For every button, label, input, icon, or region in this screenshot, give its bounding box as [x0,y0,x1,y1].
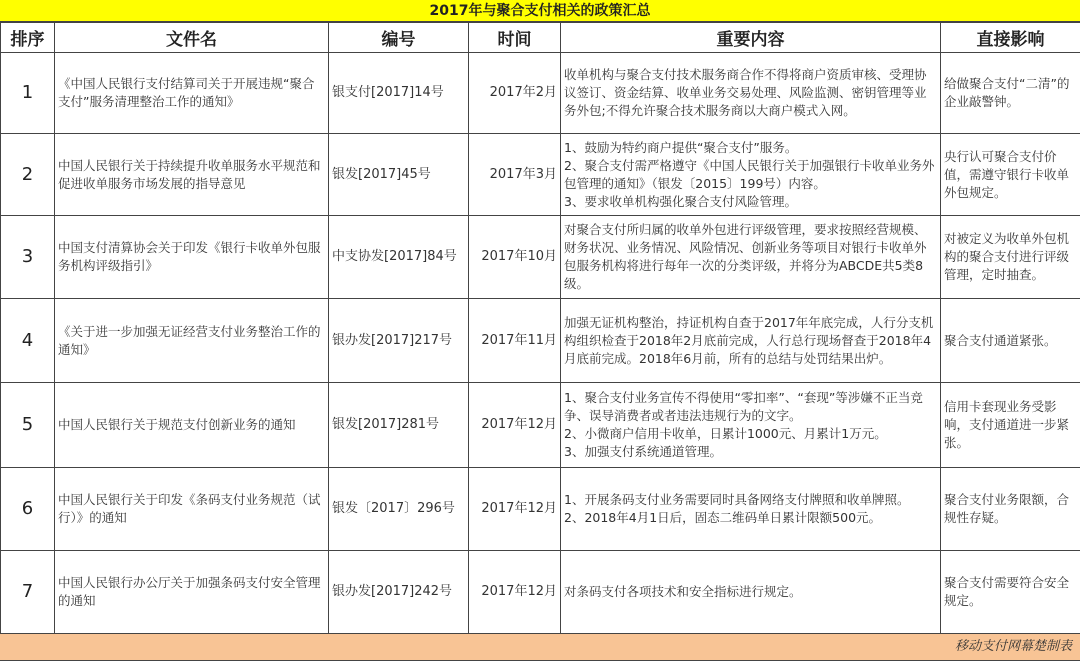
header-code: 编号 [329,23,469,53]
content-line: 2、聚合支付需严格遵守《中国人民银行关于加强银行卡收单业务外包管理的通知》（银发〔2015〕199号）内容。 [564,157,935,191]
document-code: 银发[2017]281号 [329,383,469,468]
document-date: 2017年2月 [469,53,561,134]
direct-impact: 聚合支付通道紧张。 [941,299,1080,383]
document-code: 银支付[2017]14号 [329,53,469,134]
table-row [1,383,1080,468]
document-date: 2017年12月 [469,468,561,551]
direct-impact: 央行认可聚合支付价值，需遵守银行卡收单外包规定。 [941,134,1080,216]
table-footer-credit: 移动支付网幕楚制表 [0,633,1080,661]
document-date: 2017年12月 [469,551,561,634]
document-name: 《关于进一步加强无证经营支付业务整治工作的通知》 [55,299,329,383]
content-line: 对条码支付各项技术和安全指标进行规定。 [564,584,802,599]
content-line: 3、要求收单机构强化聚合支付风险管理。 [564,193,797,209]
header-content: 重要内容 [561,23,941,53]
table-row [1,53,1080,134]
row-index: 6 [1,468,55,551]
document-name: 《中国人民银行支付结算司关于开展违规“聚合支付”服务清理整治工作的通知》 [55,53,329,134]
document-name: 中国支付清算协会关于印发《银行卡收单外包服务机构评级指引》 [55,216,329,299]
table-row [1,216,1080,299]
header-row [1,23,1080,53]
content-line: 1、聚合支付业务宣传不得使用“零扣率”、“套现”等涉嫌不正当竞争、误导消费者或者违法违规行为的文字。 [564,390,923,423]
table-row [1,551,1080,634]
document-date: 2017年11月 [469,299,561,383]
direct-impact: 聚合支付需要符合安全规定。 [941,551,1080,634]
row-index: 7 [1,551,55,634]
key-content [561,468,941,551]
content-line: 收单机构与聚合支付技术服务商合作不得将商户资质审核、受理协议签订、资金结算、收单业务交易处理、风险监测、密钥管理等业务外包;不得允许聚合技术服务商以大商户模式入网。 [564,67,927,118]
content-line: 3、加强支付系统通道管理。 [564,444,722,459]
row-index: 3 [1,216,55,299]
row-index: 1 [1,53,55,134]
policy-table [0,22,1080,634]
document-name: 中国人民银行关于规范支付创新业务的通知 [55,383,329,468]
document-code: 银办发[2017]242号 [329,551,469,634]
content-line: 1、开展条码支付业务需要同时具备网络支付牌照和收单牌照。 [564,492,910,507]
header-name: 文件名 [55,23,329,53]
header-impact: 直接影响 [941,23,1080,53]
content-line: 对聚合支付所归属的收单外包进行评级管理，要求按照经营规模、财务状况、业务情况、风险情况、创新业务等项目对银行卡收单外包服务机构将进行每年一次的分类评级，并将分为ABCDE共5类8级。 [564,222,927,291]
key-content [561,216,941,299]
table-row [1,468,1080,551]
content-line: 2、小微商户信用卡收单，日累计1000元、月累计1万元。 [564,426,887,441]
document-name: 中国人民银行关于持续提升收单服务水平规范和促进收单服务市场发展的指导意见 [55,134,329,216]
key-content [561,383,941,468]
content-line: 加强无证机构整治，持证机构自查于2017年年底完成，人行分支机构组织检查于2018年2月底前完成，人行总行现场督查于2018年4月底前完成。2018年6月前，所有的总结与处罚结果出炉。 [564,314,934,366]
row-index: 2 [1,134,55,216]
row-index: 4 [1,299,55,383]
document-name: 中国人民银行关于印发《条码支付业务规范（试行）》的通知 [55,468,329,551]
document-date: 2017年10月 [469,216,561,299]
document-date: 2017年3月 [469,134,561,216]
direct-impact: 信用卡套现业务受影响，支付通道进一步紧张。 [941,383,1080,468]
header-index: 排序 [1,23,55,53]
table-row [1,134,1080,216]
direct-impact: 聚合支付业务限额，合规性存疑。 [941,468,1080,551]
key-content [561,551,941,634]
table-row [1,299,1080,383]
document-code: 银发[2017]45号 [329,134,469,216]
key-content [561,299,941,383]
document-code: 银办发[2017]217号 [329,299,469,383]
content-line: 1、鼓励为特约商户提供“聚合支付”服务。 [564,139,798,155]
document-code: 中支协发[2017]84号 [329,216,469,299]
key-content [561,134,941,216]
row-index: 5 [1,383,55,468]
direct-impact: 给做聚合支付“二清”的企业敲警钟。 [941,53,1080,134]
document-date: 2017年12月 [469,383,561,468]
header-date: 时间 [469,23,561,53]
document-name: 中国人民银行办公厅关于加强条码支付安全管理的通知 [55,551,329,634]
document-code: 银发〔2017〕296号 [329,468,469,551]
content-line: 2、2018年4月1日后，固态二维码单日累计限额500元。 [564,510,882,525]
table-title: 2017年与聚合支付相关的政策汇总 [0,0,1080,22]
key-content [561,53,941,134]
direct-impact: 对被定义为收单外包机构的聚合支付进行评级管理，定时抽查。 [941,216,1080,299]
